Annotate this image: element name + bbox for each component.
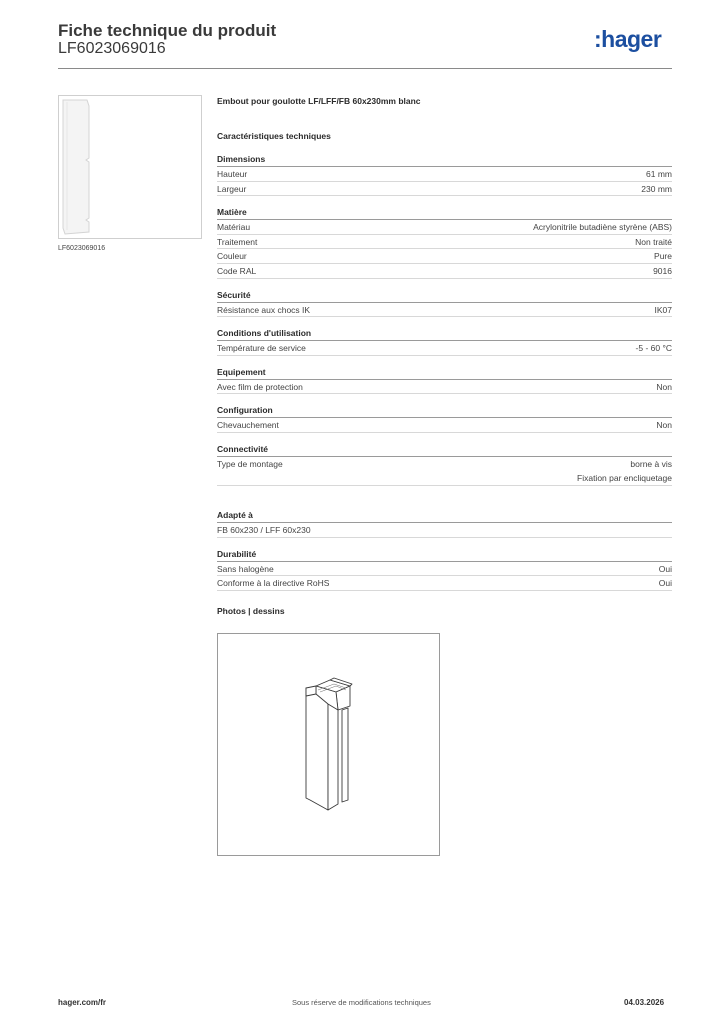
tech-heading: Caractéristiques techniques <box>217 131 331 141</box>
hager-logo: :hager <box>594 26 662 52</box>
section-title: Conditions d'utilisation <box>217 328 672 341</box>
section-equipement <box>217 367 672 395</box>
product-reference: LF6023069016 <box>58 40 166 57</box>
spec-value-line: borne à vis <box>630 458 672 469</box>
product-drawing <box>217 633 440 856</box>
section-title: Configuration <box>217 405 672 418</box>
spec-value: Oui <box>658 578 672 589</box>
spec-value: 61 mm <box>646 169 672 179</box>
spec-value: IK07 <box>654 304 672 315</box>
spec-value: Non <box>656 420 672 431</box>
page-title: Fiche technique du produit <box>58 21 277 40</box>
spec-row <box>217 341 672 356</box>
spec-label: FB 60x230 / LFF 60x230 <box>217 524 311 535</box>
spec-value: -5 - 60 °C <box>635 343 672 354</box>
spec-label: Avec film de protection <box>217 381 303 392</box>
spec-row <box>217 220 672 235</box>
section-configuration <box>217 405 672 433</box>
section-title: Connectivité <box>217 444 672 457</box>
spec-label: Largeur <box>217 183 247 194</box>
footer-website: hager.com/fr <box>58 998 107 1007</box>
spec-row <box>217 457 672 486</box>
spec-row <box>217 182 672 197</box>
section-connectivite <box>217 444 672 486</box>
spec-value: Oui <box>658 563 672 574</box>
spec-row <box>217 249 672 264</box>
spec-row <box>217 235 672 250</box>
section-adapte <box>217 510 672 538</box>
spec-row <box>217 380 672 395</box>
section-title: Adapté à <box>217 510 672 523</box>
footer-notice: Sous réserve de modifications techniques <box>292 998 431 1007</box>
spec-value: Pure <box>654 251 672 262</box>
spec-label: Type de montage <box>217 458 283 469</box>
spec-value: 230 mm <box>641 183 672 194</box>
product-thumbnail <box>58 95 202 239</box>
spec-row <box>217 562 672 577</box>
spec-label: Code RAL <box>217 265 257 276</box>
spec-value: Non <box>656 381 672 392</box>
section-dimensions <box>217 154 672 196</box>
section-title: Equipement <box>217 367 672 380</box>
section-photos <box>217 606 672 617</box>
thumbnail-caption: LF6023069016 <box>58 245 106 252</box>
spec-row <box>217 523 672 538</box>
spec-content <box>217 96 672 617</box>
section-securite <box>217 290 672 318</box>
spec-label: Traitement <box>217 236 258 247</box>
spec-value: Acrylonitrile butadiène styrène (ABS) <box>533 222 672 233</box>
header-divider <box>58 68 672 69</box>
spec-row <box>217 303 672 318</box>
spec-row <box>217 418 672 433</box>
product-drawing-image <box>218 634 439 855</box>
spec-label: Conforme à la directive RoHS <box>217 578 330 589</box>
spec-row <box>217 264 672 279</box>
spec-label: Résistance aux chocs IK <box>217 304 311 315</box>
section-title: Dimensions <box>217 154 672 167</box>
section-title: Photos | dessins <box>217 605 285 616</box>
section-title: Durabilité <box>217 549 672 562</box>
footer-date: 04.03.2026 <box>624 998 665 1007</box>
section-durabilite <box>217 549 672 591</box>
spec-label: Sans halogène <box>217 563 274 574</box>
spec-row <box>217 576 672 591</box>
spec-label: Couleur <box>217 251 247 262</box>
spec-value: 9016 <box>653 265 672 276</box>
spec-value: Non traité <box>635 236 672 247</box>
spec-label: Hauteur <box>217 169 248 179</box>
spec-value-line: Fixation par encliquetage <box>577 472 672 483</box>
spec-value <box>577 457 672 485</box>
section-matiere <box>217 207 672 278</box>
section-title: Matière <box>217 207 672 220</box>
product-thumbnail-image <box>59 96 201 238</box>
spec-label: Matériau <box>217 222 251 233</box>
spec-row <box>217 167 672 182</box>
spec-label: Température de service <box>217 343 306 354</box>
section-title: Sécurité <box>217 290 672 303</box>
product-title: Embout pour goulotte LF/LFF/FB 60x230mm blanc <box>217 96 421 106</box>
section-conditions <box>217 328 672 356</box>
spec-label: Chevauchement <box>217 420 279 431</box>
